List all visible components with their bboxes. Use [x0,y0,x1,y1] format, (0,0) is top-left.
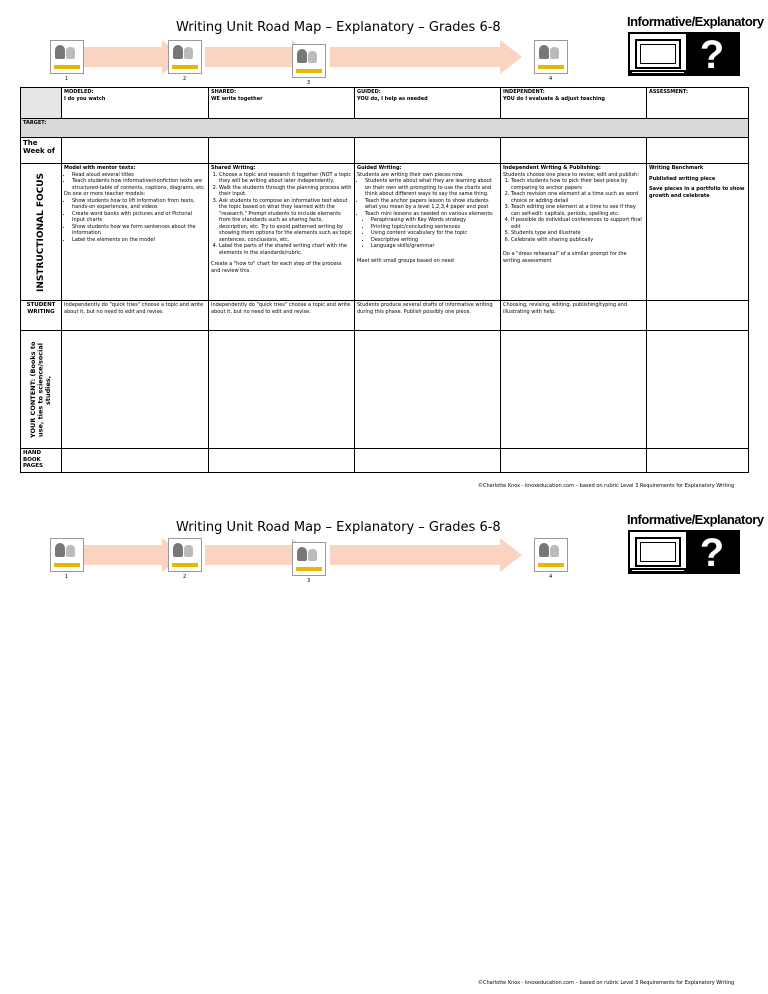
col-assessment: ASSESSMENT: [647,88,749,119]
roadmap-table [20,87,749,473]
question-mark: ? [686,34,738,74]
step-1-icon [50,538,84,572]
week-row [21,138,749,164]
step-1-icon [50,40,84,74]
focus-guided: Guided Writing: Students are writing their own pieces now. • Students write about what they are learning about on their own with prompting to use the charts and think about different ways to say the same thing. • Teach the anchor papers lesson to show students what you mean by a level 1,2,3,4 paper and post • Teach mini lessons as needed on various elements: • Paraphrasing with Key Words strategy • Printing topic/concluding sentences • Using content vocabulary for the topic • Descriptive writing • Language skills/grammar Meet with small groups based on need [355,164,501,301]
student-writing-cell: Students produce several drafts of informative writing during this phase. Publish possibly one piece. [355,301,501,331]
step-4-icon [534,538,568,572]
laptop-question-icon [628,32,740,76]
focus-assessment: Writing Benchmark Published writing piece Save pieces in a portfolio to show growth and celebrate [647,164,749,301]
step-4-icon [534,40,568,74]
laptop-question-icon [628,530,740,574]
col-shared: SHARED: WE write together [209,88,355,119]
focus-independent: Independent Writing & Publishing: Students choose one piece to revise, edit and publish: 1. Teach students how to pick their best piece by comparing to anchor papers 2. Teach revision one element at a time such as word choice or adding detail 3. Teach editing one element at a time to see if they can self-edit: capitals, periods, spelling etc. 4. If possible do individual conferences to support final edit 5. Students type and illustrate 6. Celebrate with sharing publically Do a "dress rehearsal" of a similar prompt for the writing assessment [501,164,647,301]
col-independent: INDEPENDENT: YOU do I evaluate & adjust teaching [501,88,647,119]
student-writing-cell [647,301,749,331]
focus-shared: Shared Writing: 1. Choose a topic and research it together (NOT a topic they will be writing about later independently. 2. Walk the students through the planning process with their input. 3. Ask students to compose an informative text about the topic based on what they learned with the "research." Prompt students to include elements from the standards such as sharing facts, description, etc. Try to avoid patterned writing by showing them options for the elements such as topic sentences, conclusions, etc. 4. Label the parts of the shared writing chart with the elements in the standards/rubric. Create a "how to" chart for each step of the process and review this. [209,164,355,301]
student-writing-cell: Independently do "quick tries" choose a topic and write about it, but no need to edit and revise. [209,301,355,331]
focus-modeled: Model with mentor texts: • Read aloud several titles • Teach students how informative/nonfiction texts are structured-table of contents, captions, diagrams, etc. Do one or more teacher models: • Show students how to lift information from texts, hands-on experiences, and videos • Create word banks with pictures and or Pictorial Input charts • Show students how we form sentences about the information • Label the elements on the model [62,164,209,301]
step-number: 1 [65,76,69,82]
step-3-icon [292,542,326,576]
step-3-icon [292,44,326,78]
step-number: 2 [183,574,187,580]
content-row [21,331,749,449]
content-label-cell [21,331,62,449]
col-guided: GUIDED: YOU do, I help as needed [355,88,501,119]
target-row [21,119,749,138]
focus-label-cell [21,164,62,301]
content-label: YOUR CONTENT: (Books to use, ties to science/social studies, [28,341,52,438]
page-title: Writing Unit Road Map – Explanatory – Grades 6-8 [176,20,501,35]
step-number: 4 [549,76,553,82]
target-label: TARGET: [21,119,749,138]
step-2-icon [168,40,202,74]
student-writing-row [21,301,749,331]
step-number: 4 [549,574,553,580]
footer-credit-repeat: ©Charlotte Knox - knoxeducation.com – based on rubric Level 3 Requirements for Explanatory Writing [478,980,735,986]
handbook-label: HAND BOOK PAGES [21,449,62,473]
week-label: The Week of [21,138,62,164]
header-row [21,88,749,119]
footer-credit: ©Charlotte Knox - knoxeducation.com – based on rubric Level 3 Requirements for Explanatory Writing [478,483,735,489]
student-writing-label: STUDENT WRITING [21,301,62,331]
corner-cell [21,88,62,119]
question-mark: ? [686,532,738,572]
badge-title-repeat: Informative/Explanatory [627,512,764,527]
step-number: 3 [307,578,311,584]
step-number: 1 [65,574,69,580]
student-writing-cell: Choosing, revising, editing, publishing/typing and illustrating with help. [501,301,647,331]
page-title-repeat: Writing Unit Road Map – Explanatory – Grades 6-8 [176,520,501,535]
badge-title: Informative/Explanatory [627,14,764,29]
step-number: 2 [183,76,187,82]
focus-label: INSTRUCTIONAL FOCUS [36,172,46,292]
step-2-icon [168,538,202,572]
focus-row [21,164,749,301]
step-number: 3 [307,80,311,86]
handbook-row [21,449,749,473]
student-writing-cell: Independently do "quick tries" choose a topic and write about it, but no need to edit and revise. [62,301,209,331]
col-modeled: MODELED: I do you watch [62,88,209,119]
